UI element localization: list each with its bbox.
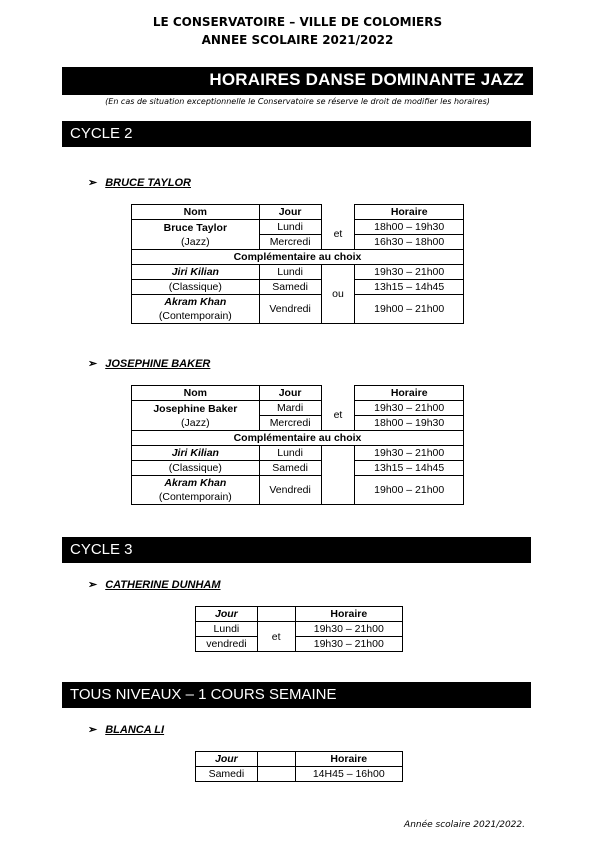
section-title-tous-niveaux: TOUS NIVEAUX – 1 COURS SEMAINE (70, 686, 337, 703)
table-row (132, 220, 464, 235)
schedule-table-catherine-dunham (195, 606, 403, 652)
course-style: (Contemporain) (132, 490, 260, 505)
jour-cell: Lundi (196, 622, 258, 637)
table-row (132, 476, 464, 491)
schedule-table-josephine-baker (131, 385, 464, 505)
section-bar-tous-niveaux (62, 682, 531, 708)
course-name: Jiri Kilian (132, 265, 260, 280)
jour-cell: Samedi (259, 280, 321, 295)
col-header-horaire: Horaire (355, 205, 464, 220)
jour-cell: Samedi (259, 461, 321, 476)
page-title: HORAIRES DANSE DOMINANTE JAZZ (209, 70, 524, 89)
footer-text: Année scolaire 2021/2022. (404, 820, 525, 830)
teacher-cell (132, 220, 260, 250)
table-row (132, 295, 464, 310)
table-header-row (196, 752, 403, 767)
horaire-cell: 19h30 – 21h00 (355, 446, 464, 461)
horaire-cell: 19h30 – 21h00 (295, 622, 402, 637)
teacher-heading-blanca-li (88, 723, 164, 736)
horaire-cell: 13h15 – 14h45 (355, 461, 464, 476)
table-row (132, 280, 464, 295)
arrow-bullet-icon: ➢ (88, 724, 98, 736)
complementaire-header: Complémentaire au choix (132, 250, 464, 265)
table-row (132, 431, 464, 446)
teacher-name: BLANCA LI (105, 724, 165, 736)
table-row (196, 637, 403, 652)
header-line-1: LE CONSERVATOIRE – VILLE DE COLOMIERS (152, 15, 443, 29)
jour-cell: Lundi (259, 265, 321, 280)
ou-cell: ou (321, 265, 355, 324)
jour-cell: Lundi (259, 446, 321, 461)
table-row (132, 250, 464, 265)
course-name: Akram Khan (132, 476, 260, 491)
section-title-cycle-3: CYCLE 3 (70, 541, 133, 558)
col-header-nom: Nom (132, 205, 260, 220)
schedule-table-blanca-li (195, 751, 403, 782)
course-name: Bruce Taylor (163, 221, 228, 234)
page-title-bar (62, 67, 533, 95)
section-bar-cycle-2 (62, 121, 531, 147)
course-style: (Classique) (132, 461, 260, 476)
section-title-cycle-2: CYCLE 2 (70, 125, 133, 142)
jour-cell: Lundi (259, 220, 321, 235)
jour-cell: Mercredi (259, 235, 321, 250)
header-line-2: ANNEE SCOLAIRE 2021/2022 (201, 33, 394, 47)
table-header-row (132, 205, 464, 220)
jour-cell: vendredi (196, 637, 258, 652)
jour-cell: Mardi (259, 401, 321, 416)
table-row (132, 446, 464, 461)
col-header-nom: Nom (132, 386, 260, 401)
teacher-heading-catherine-dunham (88, 578, 221, 591)
section-bar-cycle-3 (62, 537, 531, 563)
arrow-bullet-icon: ➢ (88, 579, 98, 591)
col-header-jour: Jour (196, 607, 258, 622)
teacher-name: BRUCE TAYLOR (105, 177, 191, 189)
teacher-heading-bruce-taylor (88, 176, 191, 189)
horaire-cell: 16h30 – 18h00 (355, 235, 464, 250)
table-row (196, 622, 403, 637)
horaire-cell: 19h00 – 21h00 (355, 476, 464, 505)
table-row (196, 767, 403, 782)
jour-cell: Vendredi (259, 476, 321, 505)
table-row (132, 265, 464, 280)
col-header-horaire: Horaire (295, 607, 402, 622)
course-style: (Classique) (132, 280, 260, 295)
horaire-cell: 19h00 – 21h00 (355, 295, 464, 324)
course-name: Akram Khan (132, 295, 260, 310)
horaire-cell: 19h30 – 21h00 (355, 401, 464, 416)
arrow-bullet-icon: ➢ (88, 177, 98, 189)
jour-cell: Samedi (196, 767, 258, 782)
table-header-row (196, 607, 403, 622)
et-cell: et (321, 401, 355, 431)
jour-cell: Mercredi (259, 416, 321, 431)
table-row (132, 401, 464, 416)
complementaire-header: Complémentaire au choix (132, 431, 464, 446)
col-header-jour: Jour (259, 205, 321, 220)
horaire-cell: 13h15 – 14h45 (355, 280, 464, 295)
table-header-row (132, 386, 464, 401)
col-header-horaire: Horaire (295, 752, 402, 767)
col-header-jour: Jour (196, 752, 258, 767)
schedule-table-bruce-taylor (131, 204, 464, 324)
teacher-cell (132, 401, 260, 431)
horaire-cell: 18h00 – 19h30 (355, 416, 464, 431)
arrow-bullet-icon: ➢ (88, 358, 98, 370)
teacher-heading-josephine-baker (88, 357, 210, 370)
et-cell: et (321, 220, 355, 250)
teacher-name: CATHERINE DUNHAM (105, 579, 221, 591)
course-style: (Jazz) (181, 416, 210, 429)
et-cell: et (257, 622, 295, 652)
horaire-cell: 18h00 – 19h30 (355, 220, 464, 235)
course-style: (Jazz) (181, 235, 210, 248)
disclaimer-note: (En cas de situation exceptionnelle le Conservatoire se réserve le droit de modifier les horaires) (105, 97, 490, 106)
col-header-jour: Jour (259, 386, 321, 401)
jour-cell: Vendredi (259, 295, 321, 324)
table-row (132, 461, 464, 476)
horaire-cell: 19h30 – 21h00 (355, 265, 464, 280)
course-name: Josephine Baker (153, 402, 238, 415)
teacher-name: JOSEPHINE BAKER (105, 358, 211, 370)
col-header-horaire: Horaire (355, 386, 464, 401)
course-style: (Contemporain) (132, 309, 260, 324)
horaire-cell: 14H45 – 16h00 (295, 767, 402, 782)
course-name: Jiri Kilian (132, 446, 260, 461)
horaire-cell: 19h30 – 21h00 (295, 637, 402, 652)
